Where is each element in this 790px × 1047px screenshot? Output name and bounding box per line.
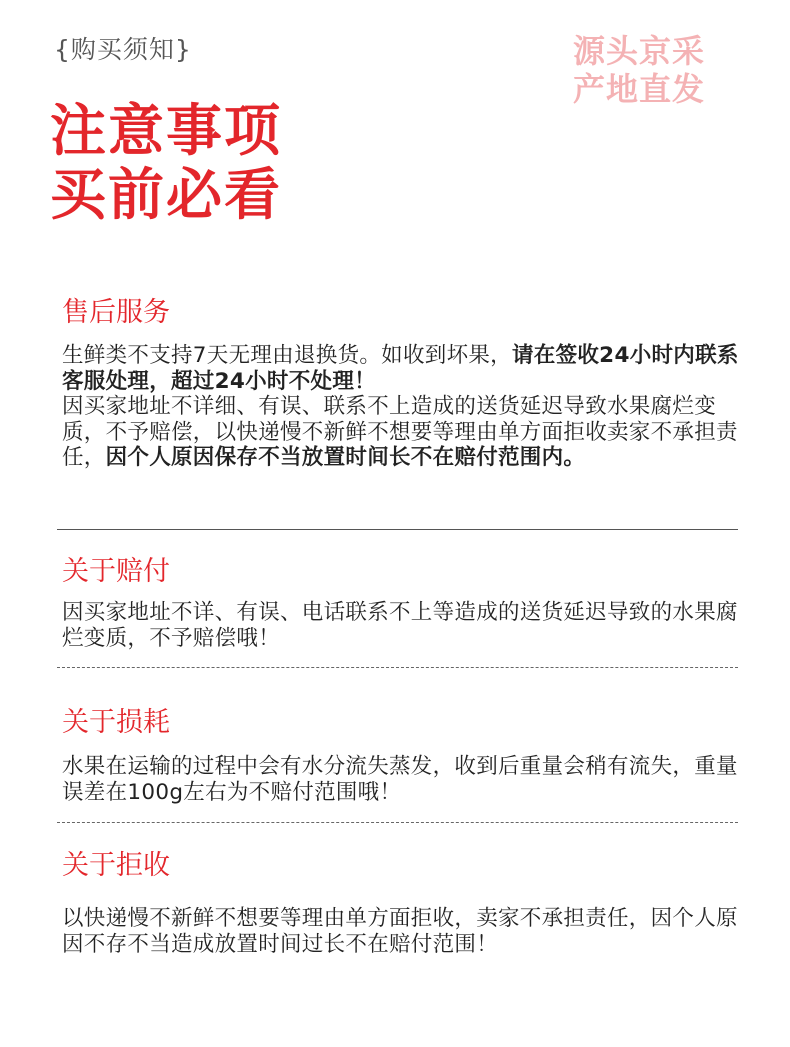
origin-line-2: 产地直发 <box>573 70 706 108</box>
after-sales-text-1: 生鲜类不支持7天无理由退换货。如收到坏果， <box>62 343 512 368</box>
section-title-compensation: 关于赔付 <box>62 556 170 587</box>
hero-title-line-2: 买前必看 <box>50 163 282 228</box>
section-title-loss: 关于损耗 <box>62 707 170 738</box>
divider-dashed-2 <box>57 822 738 823</box>
origin-line-1: 源头京采 <box>573 32 706 70</box>
section-body-compensation: 因买家地址不详、有误、电话联系不上等造成的送货延迟导致的水果腐烂变质，不予赔偿哦！ <box>62 600 738 651</box>
after-sales-bold-1: 请在签收24小时内联系客服处理，超过24小时不处理！ <box>62 343 739 394</box>
divider-solid <box>57 529 738 530</box>
section-body-rejection: 以快递慢不新鲜不想要等理由单方面拒收，卖家不承担责任，因个人原因不存不当造成放置时间过长不在赔付范围！ <box>62 906 738 957</box>
origin-badge <box>573 32 743 108</box>
notice-tag: {购买须知} <box>54 35 192 64</box>
hero-title <box>50 100 282 228</box>
section-title-rejection: 关于拒收 <box>62 850 170 881</box>
after-sales-bold-2: 因个人原因保存不当放置时间长不在赔付范围内。 <box>105 445 586 470</box>
section-body-loss: 水果在运输的过程中会有水分流失蒸发，收到后重量会稍有流失，重量误差在100g左右为不赔付范围哦！ <box>62 754 738 805</box>
after-sales-text-2: 因买家地址不详细、有误、联系不上造成的送货延迟导致水果腐烂变质，不予赔偿，以快递慢不新鲜不想要等理由单方面拒收卖家不承担责任， <box>62 394 738 470</box>
section-title-after-sales: 售后服务 <box>62 297 170 328</box>
section-body-after-sales <box>62 343 742 471</box>
hero-title-line-1: 注意事项 <box>50 99 282 164</box>
divider-dashed-1 <box>57 667 738 668</box>
